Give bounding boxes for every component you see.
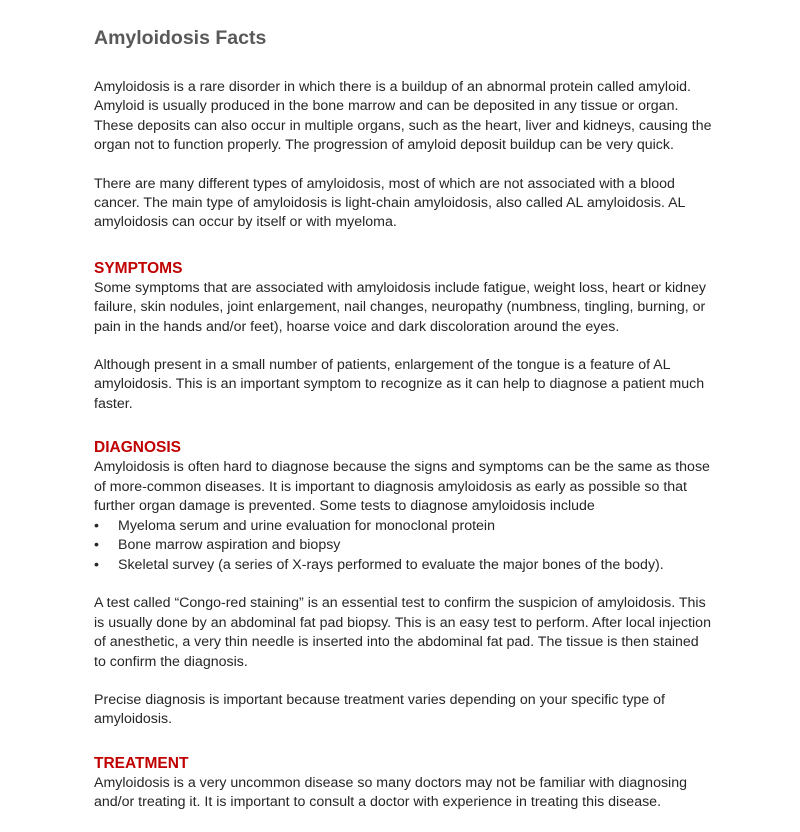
- diagnosis-paragraph: A test called “Congo-red staining” is an essential test to confirm the suspicion of amyloidosis. This is usually done by an abdominal fat pad biopsy. This is an easy test to perform. After local injection of anesthetic, a very thin needle is inserted into the abdominal fat pad. The tissue is then stained to confirm the diagnosis.: [94, 595, 711, 670]
- diagnosis-lead-paragraph: Amyloidosis is often hard to diagnose because the signs and symptoms can be the same as those of more-common diseases. It is important to diagnosis amyloidosis as early as possible so that further organ damage is prevented. Some tests to diagnose amyloidosis include: [94, 459, 710, 515]
- diagnosis-test-list: [94, 517, 714, 576]
- page-title: Amyloidosis Facts: [94, 27, 267, 49]
- section-heading-symptoms: SYMPTOMS: [94, 259, 183, 277]
- list-item: • Myeloma serum and urine evaluation for monoclonal protein: [96, 517, 714, 537]
- section-heading-diagnosis: DIAGNOSIS: [94, 439, 181, 457]
- intro-paragraph: Amyloidosis is a rare disorder in which there is a buildup of an abnormal protein called amyloid. Amyloid is usually produced in the bone marrow and can be deposited in any tissue or organ. These deposits can also occur in multiple organs, such as the heart, liver and kidneys, causing the organ not to function properly. The progression of amyloid deposit buildup can be very quick.: [94, 79, 712, 154]
- document-body: [94, 26, 714, 832]
- list-item: • Skeletal survey (a series of X-rays performed to evaluate the major bones of the body).: [96, 556, 714, 576]
- symptoms-paragraph: Some symptoms that are associated with amyloidosis include fatigue, weight loss, heart or kidney failure, skin nodules, joint enlargement, nail changes, neuropathy (numbness, tingling, burning, or pain in the hands and/or feet), hoarse voice and dark discoloration around the eyes.: [94, 279, 706, 335]
- section-heading-treatment: TREATMENT: [94, 754, 189, 772]
- intro-paragraph: There are many different types of amyloidosis, most of which are not associated with a blood cancer. The main type of amyloidosis is light-chain amyloidosis, also called AL amyloidosis. AL amyloidosis can occur by itself or with myeloma.: [94, 175, 685, 231]
- treatment-paragraph: Amyloidosis is a very uncommon disease so many doctors may not be familiar with diagnosing and/or treating it. It is important to consult a doctor with experience in treating this disease.: [94, 774, 687, 811]
- diagnosis-section: [94, 438, 714, 729]
- symptoms-section: [94, 259, 714, 414]
- list-item: • Bone marrow aspiration and biopsy: [96, 536, 714, 556]
- symptoms-paragraph: Although present in a small number of patients, enlargement of the tongue is a feature of AL amyloidosis. This is an important symptom to recognize as it can help to diagnose a patient much faster.: [94, 357, 705, 412]
- treatment-section: [94, 754, 714, 813]
- diagnosis-paragraph: Precise diagnosis is important because treatment varies depending on your specific type of amyloidosis.: [94, 691, 665, 728]
